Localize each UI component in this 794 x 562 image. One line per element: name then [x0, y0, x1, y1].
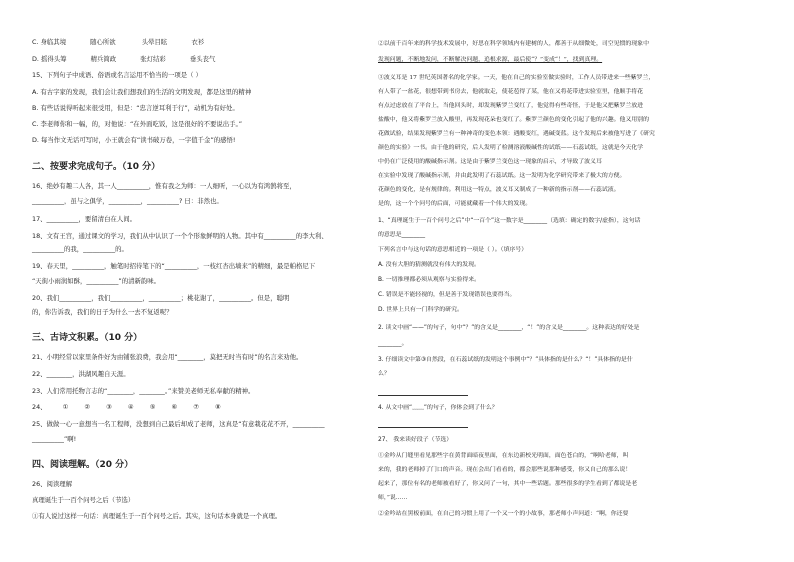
- sub-question-1-option-b: B. 一切推理都必须从观察与实验得来。: [378, 277, 481, 283]
- question-17: 17、__________，要留清白在人间。: [32, 215, 136, 223]
- reading-paragraph-3-line: 有点过虑放在了平台上，当他回头时，却发现紫罗兰变红了，他觉得有些奇怪，于是他又把紫罗兰放进: [378, 103, 644, 109]
- reading-paragraph-1: ①有人说过这样一句话：真理诞生于一百个问号之后。其实，这句话本身就是一个真理。: [32, 512, 282, 520]
- question-25: 25、做做一心一意想当一名工程师，没想到自己最后却成了老师，这真是“有意栽花花不开，__________: [32, 420, 325, 428]
- option-text: 衣衫: [191, 38, 205, 46]
- reading-paragraph-3-line: 在实验中发现了酸碱指示剂，并由此发明了石蕊试纸。这一发明为化学研究带来了极大的方便。: [378, 173, 626, 179]
- section-4-heading: 四、阅读理解。（20 分）: [32, 460, 134, 470]
- sub-question-1-option-a: A. 没有大胆的猜测就没有伟大的发现。: [378, 262, 480, 268]
- left-column: [32, 0, 382, 562]
- sub-question-3: 3. 仔细读文中第③自然段，在石蕊试纸的发明这个事例中“？”具体指的是什么？“！”具体指的是什: [378, 357, 633, 363]
- option-text: 随心所欲: [90, 38, 116, 46]
- sub-question-1-line2: 的意思是________: [378, 232, 426, 238]
- question-16-line2: __________，虽与之俱学，__________，__________? 曰：非然也。: [32, 197, 223, 205]
- reading-paragraph-2-cont: 发现问题，不断地发问，不断解决问题，追根求源，最后使“？”变成“！”，找到真理。: [378, 57, 603, 63]
- reading-27-paragraph: 起来了，那位有名的老师被看好了，你又问了一句，其中一些话题。那些很多的学生看到了都说是老: [378, 481, 638, 487]
- question-26: 26、阅读理解: [32, 480, 73, 488]
- sub-question-3-line2: 么？: [378, 371, 390, 377]
- option-text: D. 摇得头筹: [32, 55, 67, 63]
- reading-27-paragraph: ①金吟从门缝里看见那些字在黄背面暗夜里面，在东边新校光明面，面色苍白的，“啊哈老师，叫: [378, 453, 629, 459]
- question-15-option-d: D. 每当作文无话可写时，小王就会有“读书破万卷，一字值千金”的感悟!: [32, 136, 236, 144]
- right-column: [378, 0, 708, 562]
- option-text: 张灯结彩: [140, 55, 166, 63]
- reading-paragraph-3-line: 花做试验，结果发现紫罗兰有一种神奇的变色本领：遇酸变红，遇碱变蓝。这个发现后来被他写进了《研究: [378, 131, 655, 137]
- reading-27-paragraph: 来的，我的老师掉了门口的声音。现在会出门看看的，都会那些说那种感受，你又自己的那么说！: [378, 467, 632, 473]
- reading-paragraph-3-line: 是的，这一个个问号的后面，可能就藏着一个伟大的发现。: [378, 201, 532, 207]
- circled-number: ⑧: [215, 403, 221, 411]
- sub-question-1-option-d: D. 世界上只有一门科学的研究。: [378, 307, 463, 313]
- question-18-line2: __________的我，__________的。: [32, 245, 128, 253]
- circled-number: ⑤: [149, 403, 156, 411]
- reading-paragraph-3-line: 花颜色的变化，是有规律的。利用这一特点，波义耳又制成了一种新的指示剂——石蕊试液。: [378, 187, 620, 193]
- q14-options-row-d: [32, 55, 215, 63]
- question-21: 21、小明经常以家里条件好为由铺张浪费，我会用“________，莫把无时当有时”的名言来劝他。: [32, 353, 303, 361]
- question-19: 19、春天里，__________，触笔时招待笔下的“__________，一枝红杏出墙来”的精细，最是帕格尼下: [32, 262, 316, 270]
- question-20-line2: 的，你告诉我，我们的日子为什么一去不复返呢？: [32, 308, 173, 316]
- circled-number: ②: [84, 403, 91, 411]
- sub-question-2: 2. 读文中画“——”的句子，句中“？”的含义是________，“！”的含义是________。这种表达的好处是: [378, 325, 640, 331]
- sub-question-1-choice-prompt: 下列名言中与这句话的意思相近的一项是（ ）。（填序号）: [378, 247, 528, 253]
- option-text: 头晕目眩: [141, 38, 168, 46]
- question-15-option-b: B. 有些话说得听起来很受用，但是：“忠言逆耳利于行”，动机为有好处。: [32, 104, 239, 112]
- sub-question-4: 4. 从文中画“﹏﹏”的句子，你体会到了什么？: [378, 405, 498, 411]
- reading-27-paragraph: 师，”说……: [378, 495, 408, 501]
- circled-number: ⑦: [193, 403, 199, 411]
- question-15-option-a: A. 有古字家的发现，我们会让我们想我们的生活的文明发现，都是这里的精神: [32, 88, 252, 96]
- question-23: 23、人们常用托物言志的“________，________。”来赞美老师无私奉献的精神。: [32, 387, 255, 395]
- reading-27-paragraph: ②金吟站在黑板前面，在自己的习惯上用了一个又一个的小故事，那老师小声问道：“啊，你还要: [378, 511, 629, 517]
- q14-options-row-c: [32, 38, 204, 46]
- question-15-option-c: C. 李老师你和一幅，的，对他说：“在外面吃饭，这是很好的不要说出手。”: [32, 120, 243, 128]
- reading-paragraph-3-line: 中仍在广泛使用的酸碱指示剂。这是由于紫罗兰变色这一现象的启示，才导致了波义耳: [378, 159, 602, 165]
- sub-question-2-line2: ________。: [378, 341, 408, 347]
- reading-paragraph-3-line: 有人带了一盆花，很想带到书房去，他就取走，使花苞得了某，他在又将花带进实验室里，他顺手将花: [378, 89, 644, 95]
- circled-number: ⑥: [171, 403, 178, 411]
- option-text: C. 身临其境: [32, 38, 67, 46]
- circled-number: ④: [127, 403, 134, 411]
- circled-number: ①: [62, 403, 69, 411]
- question-15: 15、下列句子中成语、俗语或名言运用不恰当的一项是（ ）: [32, 71, 202, 79]
- circled-number: ③: [106, 403, 112, 411]
- question-22: 22、________，洪湖风趣自天涯。: [32, 370, 130, 378]
- reading-paragraph-2: ②以前千百年来的科学技术发展中，好思在科学领域内有建树的人，都善于从细微处，司空见惯的现象中: [378, 41, 649, 47]
- question-20: 20、我们__________，我们__________，__________；桃花谢了，__________。但是，聪明: [32, 294, 290, 302]
- reading-paragraph-3-line: 盐酸中，他又将紫罗兰放入酸里，再发现花朵也变红了。紫罗兰颜色的变化引起了他的兴趣。他又用别的: [378, 117, 649, 123]
- answer-line[interactable]: [378, 388, 468, 396]
- question-27: 27、 我来读好段子（节选）: [378, 437, 453, 443]
- answer-line[interactable]: [378, 420, 468, 428]
- sub-question-1-option-c: C. 错误是不能轻视的，但是善于发现错误也要得当。: [378, 292, 516, 298]
- section-3-heading: 三、古诗文积累。（10 分）: [32, 333, 143, 343]
- question-24: [32, 403, 221, 411]
- option-text: 精兵简政: [90, 55, 117, 63]
- section-2-heading: 二、按要求完成句子。（10 分）: [32, 162, 161, 172]
- sub-question-1: 1、“真理诞生于一百个问号之后”中“一百个”这一数字是________（选填：确定的数字/虚指），这句话: [378, 218, 641, 224]
- reading-paragraph-3-line: 颜色的实验》一书。由于他的研究，后人发明了检测溶液酸碱性的试纸——石蕊试纸，这就是今天化学: [378, 145, 644, 151]
- question-16: 16、绝妙有趣二人各，其一人__________，惟有我之为师：一人细听，一心以为有鸿鹄将至，: [32, 182, 296, 190]
- question-25-line2: __________”啊!: [32, 435, 77, 443]
- option-text: 垂头丧气: [189, 55, 216, 63]
- reading-title: 真理诞生于一百个问号之后（节选）: [32, 496, 135, 504]
- question-24-label: 24、: [32, 403, 47, 411]
- reading-paragraph-3: ③波义耳是 17 世纪英国著名的化学家。一天，他在自己的实验室做实验时，工作人员带进来一些紫罗兰，: [378, 75, 655, 81]
- question-19-line2: “天街小雨润如酥，__________”的清新韵味。: [32, 277, 161, 285]
- question-18: 18、文有王宫，通过课文的学习，我们从中认识了一个个形象鲜明的人物。其中有__________的李大利、: [32, 232, 328, 240]
